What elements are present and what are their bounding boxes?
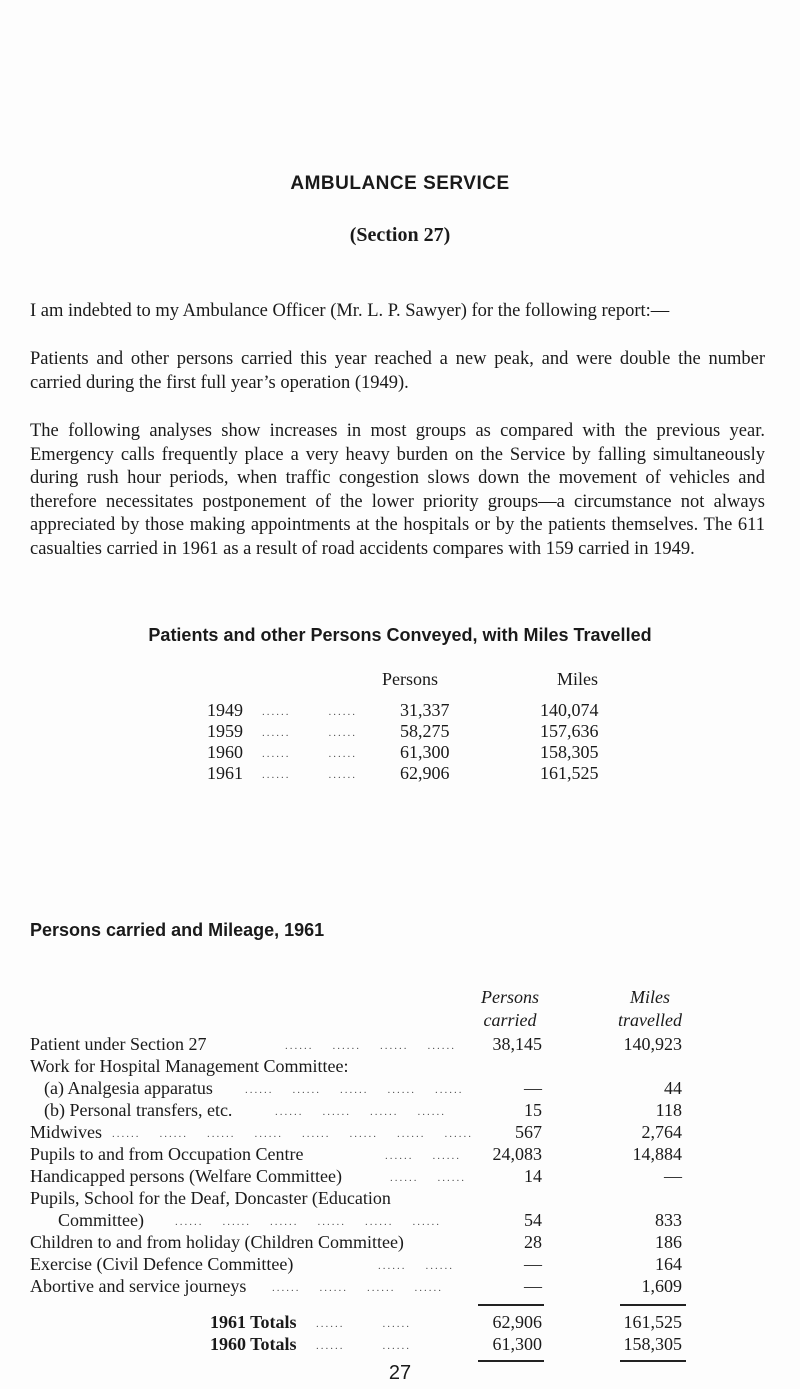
table1-persons: 58,275 — [400, 721, 450, 741]
paragraph-peak: Patients and other persons carried this year reached a new peak, and were double the number carried during the first full year’s operation (1949). — [30, 349, 765, 393]
table2-miles: 14,884 — [632, 1144, 682, 1164]
table1-miles: 161,525 — [540, 763, 599, 783]
table2-miles: 118 — [655, 1100, 682, 1120]
table2-miles: 833 — [655, 1210, 682, 1230]
table2-row-label: (b) Personal transfers, etc. — [44, 1100, 233, 1120]
totals-label-1960: 1960 Totals — [210, 1334, 297, 1354]
table2-col-miles — [600, 987, 700, 1031]
table2-miles: 164 — [655, 1254, 682, 1274]
table2-persons: 15 — [524, 1100, 542, 1120]
table2-persons: 28 — [524, 1232, 542, 1252]
totals-rule — [620, 1304, 686, 1306]
leader-dots: ...... ...... ...... ...... ...... — [245, 1084, 464, 1096]
totals-miles-1960: 158,305 — [623, 1334, 682, 1354]
table2-persons: 567 — [515, 1122, 542, 1142]
table2-miles: 2,764 — [641, 1122, 682, 1142]
table1-miles: 158,305 — [540, 742, 599, 762]
table2-row-label: Committee) — [58, 1210, 144, 1230]
table2-persons: — — [524, 1078, 542, 1098]
paragraph-intro: I am indebted to my Ambulance Officer (Mr. L. P. Sawyer) for the following report:— — [30, 301, 670, 321]
table1-persons: 61,300 — [400, 742, 450, 762]
table1-persons: 31,337 — [400, 700, 450, 720]
leader-dots: ...... ...... — [262, 727, 357, 739]
leader-dots: ...... ...... — [316, 1340, 411, 1352]
leader-dots: ...... ...... — [378, 1260, 454, 1272]
table2-col-miles-line1: Miles — [630, 987, 670, 1007]
table2-miles: 186 — [655, 1232, 682, 1252]
leader-dots: ...... ...... ...... ...... — [272, 1282, 443, 1294]
table2-persons: 24,083 — [492, 1144, 542, 1164]
leader-dots: ...... ...... — [262, 769, 357, 781]
leader-dots: ...... ...... — [390, 1172, 466, 1184]
leader-dots: ...... ...... ...... ...... ...... ...... ...... ...... — [112, 1128, 473, 1140]
paragraph-analysis: The following analyses show increases in most groups as compared with the previous year. Emergency calls frequently place a very heavy burden on the Service by falling simultaneously during rush hour periods, when traffic congestion slows down the movement of vehicles and therefore necessitates postponement of the lower priority groups—a circumstance not always appreciated by those making appointments at the hospitals or by the patients themselves. The 611 casualties carried in 1961 as a result of road accidents compares with 159 carried in 1949. — [30, 421, 765, 559]
table1-col-miles: Miles — [557, 669, 599, 689]
leader-dots: ...... ...... — [385, 1150, 461, 1162]
table2-col-miles-line2: travelled — [618, 1010, 682, 1030]
table2-row-label: Work for Hospital Management Committee: — [30, 1056, 349, 1076]
leader-dots: ...... ...... — [262, 748, 357, 760]
table2-persons: 14 — [524, 1166, 542, 1186]
totals-persons-1961: 62,906 — [492, 1312, 542, 1332]
table2-miles: 44 — [664, 1078, 682, 1098]
table1-year: 1960 — [207, 742, 243, 762]
table2-persons: — — [524, 1276, 542, 1296]
table1-year: 1949 — [207, 700, 243, 720]
table2-row-label: Handicapped persons (Welfare Committee) — [30, 1166, 342, 1186]
table2-col-persons-line1: Persons — [481, 987, 539, 1007]
leader-dots: ...... ...... — [316, 1318, 411, 1330]
leader-dots: ...... ...... ...... ...... — [285, 1040, 456, 1052]
table2-row-label: Pupils to and from Occupation Centre — [30, 1144, 304, 1164]
table2-persons: 38,145 — [492, 1034, 542, 1054]
totals-label-1961: 1961 Totals — [210, 1312, 297, 1332]
table1-heading: Patients and other Persons Conveyed, with Miles Travelled — [148, 625, 652, 645]
page-number: 27 — [388, 1362, 412, 1384]
table2-row-label: Children to and from holiday (Children Committee) — [30, 1232, 404, 1252]
table2-persons: 54 — [524, 1210, 542, 1230]
table2-miles: 1,609 — [641, 1276, 682, 1296]
table1-year: 1959 — [207, 721, 243, 741]
table2-heading: Persons carried and Mileage, 1961 — [30, 920, 325, 940]
table1-miles: 157,636 — [540, 721, 599, 741]
table2-miles: — — [664, 1166, 682, 1186]
table2-row-label: (a) Analgesia apparatus — [44, 1078, 213, 1098]
totals-miles-1961: 161,525 — [623, 1312, 682, 1332]
table2-col-persons-line2: carried — [483, 1010, 537, 1030]
table2-row-label: Exercise (Civil Defence Committee) — [30, 1254, 294, 1274]
table2-row-label: Abortive and service journeys — [30, 1276, 247, 1296]
table2-col-persons — [465, 987, 555, 1031]
table2-row-label: Midwives — [30, 1122, 102, 1142]
table1-miles: 140,074 — [540, 700, 599, 720]
leader-dots: ...... ...... ...... ...... — [275, 1106, 446, 1118]
leader-dots: ...... ...... ...... ...... ...... ...... — [175, 1216, 441, 1228]
table1-col-persons: Persons — [382, 669, 439, 689]
table2-row-label: Pupils, School for the Deaf, Doncaster (Education — [30, 1188, 391, 1208]
page-title: AMBULANCE SERVICE — [290, 173, 510, 194]
table2-miles: 140,923 — [623, 1034, 682, 1054]
table1-persons: 62,906 — [400, 763, 450, 783]
leader-dots: ...... ...... — [262, 706, 357, 718]
totals-rule — [478, 1304, 544, 1306]
table1-year: 1961 — [207, 763, 243, 783]
section-subtitle: (Section 27) — [349, 224, 451, 246]
totals-persons-1960: 61,300 — [492, 1334, 542, 1354]
table2-persons: — — [524, 1254, 542, 1274]
table2-row-label: Patient under Section 27 — [30, 1034, 207, 1054]
